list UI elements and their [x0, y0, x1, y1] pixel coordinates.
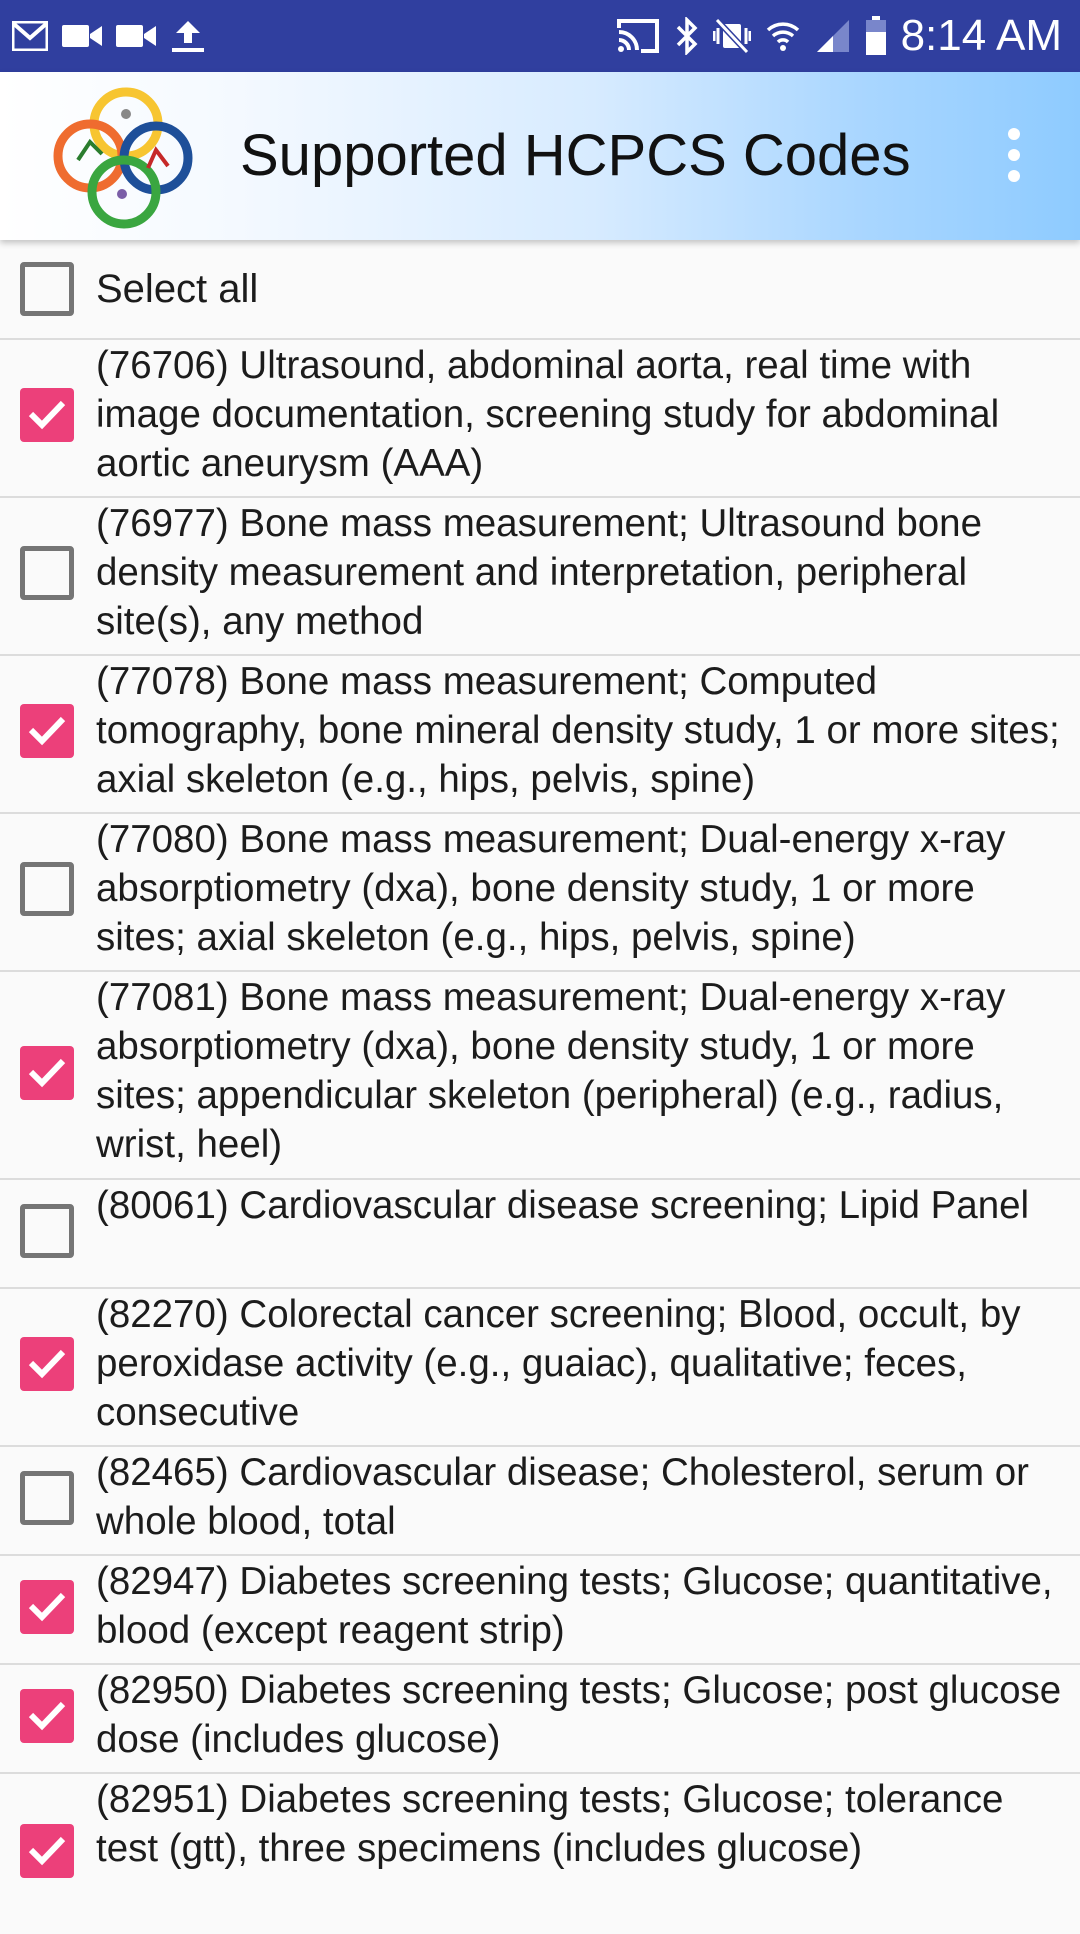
list-item[interactable]	[0, 1178, 1080, 1287]
list-item[interactable]	[0, 496, 1080, 654]
item-label: (82947) Diabetes screening tests; Glucose; quantitative, blood (except reagent strip)	[96, 1560, 1053, 1652]
item-label: (82951) Diabetes screening tests; Glucose; tolerance test (gtt), three specimens (includes glucose)	[96, 1778, 1004, 1870]
list-item[interactable]	[0, 970, 1080, 1178]
checkbox-checked[interactable]	[20, 1580, 74, 1634]
vibrate-mute-icon	[713, 18, 751, 54]
item-label: (77078) Bone mass measurement; Computed tomography, bone mineral density study, 1 or more sites; axial skeleton (e.g., hips, pelvis, spine)	[96, 660, 1060, 801]
checkbox-unchecked[interactable]	[20, 862, 74, 916]
item-label: (82270) Colorectal cancer screening; Blood, occult, by peroxidase activity (e.g., guaiac), qualitative; feces, consecutive	[96, 1293, 1021, 1434]
checkbox-checked[interactable]	[20, 704, 74, 758]
item-label: (76977) Bone mass measurement; Ultrasound bone density measurement and interpretation, peripheral site(s), any method	[96, 502, 982, 643]
item-label: (77080) Bone mass measurement; Dual-energy x-ray absorptiometry (dxa), bone density study, 1 or more sites; axial skeleton (e.g., hips, pelvis, spine)	[96, 818, 1006, 959]
wifi-icon	[765, 18, 801, 54]
clock: 8:14 AM	[900, 11, 1062, 60]
select-all-checkbox[interactable]	[20, 262, 74, 316]
item-label: (82950) Diabetes screening tests; Glucose; post glucose dose (includes glucose)	[96, 1669, 1062, 1761]
checkbox-checked[interactable]	[20, 1824, 74, 1878]
checkbox-unchecked[interactable]	[20, 1204, 74, 1258]
gmail-icon	[12, 21, 48, 51]
item-label: (80061) Cardiovascular disease screening; Lipid Panel	[96, 1184, 1030, 1227]
list-item[interactable]	[0, 1445, 1080, 1554]
checkbox-checked[interactable]	[20, 388, 74, 442]
checkbox-checked[interactable]	[20, 1337, 74, 1391]
list-item[interactable]	[0, 1772, 1080, 1934]
upload-icon	[170, 19, 206, 53]
select-all-label: Select all	[96, 267, 259, 311]
item-label: (76706) Ultrasound, abdominal aorta, real time with image documentation, screening study for abdominal aortic aneurysm (AAA)	[96, 344, 1000, 485]
video-camera-icon	[116, 22, 156, 50]
checkbox-checked[interactable]	[20, 1046, 74, 1100]
list-item[interactable]	[0, 1663, 1080, 1772]
page-title: Supported HCPCS Codes	[240, 123, 911, 188]
rings-logo-icon	[44, 80, 200, 230]
cast-icon	[615, 18, 661, 54]
hcpcs-code-list	[0, 240, 1080, 1934]
battery-icon	[865, 16, 887, 56]
item-label: (77081) Bone mass measurement; Dual-energy x-ray absorptiometry (dxa), bone density study, 1 or more sites; appendicular skeleton (peripheral) (e.g., radius, wrist, heel)	[96, 976, 1006, 1166]
system-icons	[615, 10, 1062, 62]
cell-signal-icon	[815, 18, 851, 54]
overflow-menu-icon[interactable]	[996, 128, 1032, 188]
notification-icons	[12, 14, 206, 58]
list-item[interactable]	[0, 1287, 1080, 1445]
item-label: (82465) Cardiovascular disease; Cholesterol, serum or whole blood, total	[96, 1451, 1029, 1543]
checkbox-unchecked[interactable]	[20, 1471, 74, 1525]
checkbox-checked[interactable]	[20, 1689, 74, 1743]
list-item[interactable]	[0, 654, 1080, 812]
checkbox-unchecked[interactable]	[20, 546, 74, 600]
status-bar	[0, 0, 1080, 72]
bluetooth-icon	[675, 17, 699, 55]
list-item[interactable]	[0, 338, 1080, 496]
list-item[interactable]	[0, 1554, 1080, 1663]
select-all-row[interactable]	[0, 240, 1080, 338]
video-camera-icon	[62, 22, 102, 50]
list-item[interactable]	[0, 812, 1080, 970]
app-bar	[0, 72, 1080, 240]
